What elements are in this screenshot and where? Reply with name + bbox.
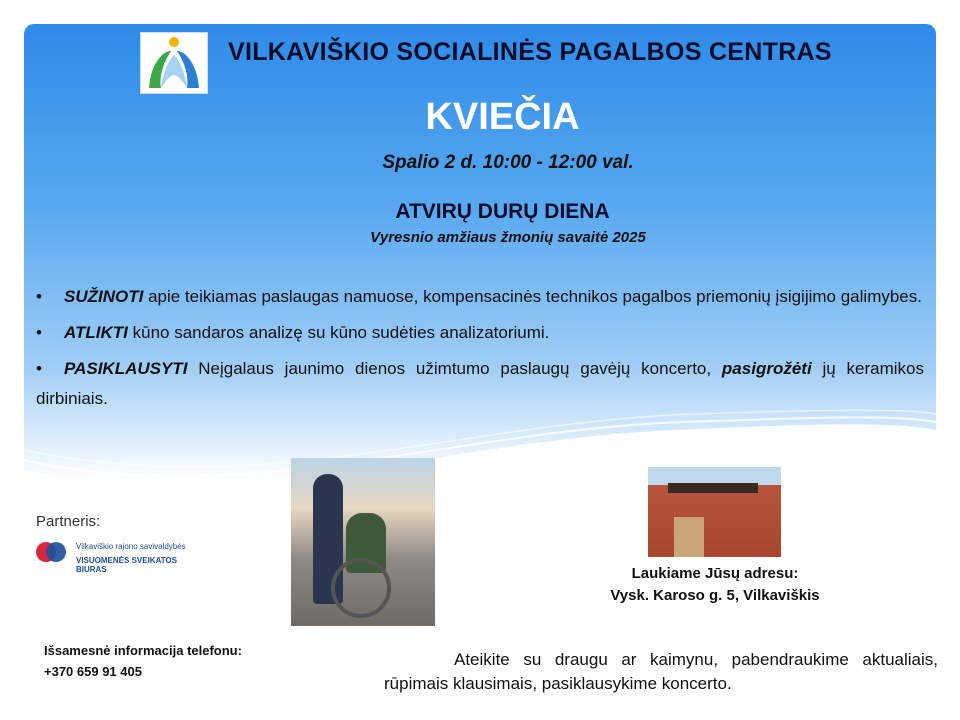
partner-logo-line1: Vilkaviškio rajono savivaldybės bbox=[76, 542, 186, 551]
contact-label: Išsamesnė informacija telefonu: bbox=[44, 643, 242, 658]
list-item bbox=[36, 354, 924, 414]
photo-wheelchair bbox=[331, 558, 391, 618]
address-label: Laukiame Jūsų adresu: bbox=[631, 565, 799, 582]
activity-keyword: PASIKLAUSYTI bbox=[64, 359, 188, 378]
list-item bbox=[36, 318, 924, 348]
event-week: Vyresnio amžiaus žmonių savaitė 2025 bbox=[370, 229, 646, 246]
partner-logo-line2: VISUOMENĖS SVEIKATOS BIURAS bbox=[76, 556, 178, 574]
partner-logo-icon bbox=[36, 540, 196, 574]
closing-message: Ateikite su draugu ar kaimynu, pabendraukime aktualiais, rūpimais klausimais, pasiklausykime koncerto. bbox=[384, 650, 938, 693]
contact-phone[interactable]: +370 659 91 405 bbox=[44, 664, 142, 679]
address-street: Vysk. Karoso g. 5, Vilkaviškis bbox=[610, 587, 820, 604]
contact-block bbox=[44, 640, 242, 682]
org-logo-icon bbox=[140, 32, 208, 94]
partners-label: Partneris: bbox=[36, 513, 101, 530]
page-title: KVIEČIA bbox=[425, 96, 580, 138]
org-name: VILKAVIŠKIO SOCIALINĖS PAGALBOS CENTRAS bbox=[228, 38, 832, 66]
activity-keyword: ATLIKTI bbox=[64, 323, 128, 342]
list-item bbox=[36, 282, 924, 312]
photo-building-sign bbox=[668, 483, 758, 493]
activity-text: Neįgalaus jaunimo dienos užimtumo paslaugų gavėjų koncerto, bbox=[187, 359, 722, 378]
partner-logo-mark bbox=[46, 542, 66, 562]
activity-text: kūno sandaros analizę su kūno sudėties analizatoriumi. bbox=[127, 323, 550, 342]
wheelchair-photo bbox=[291, 458, 435, 626]
activity-text: apie teikiamas paslaugas namuose, kompensacinės technikos pagalbos priemonių įsigijimo galimybes. bbox=[143, 287, 922, 306]
event-name: ATVIRŲ DURŲ DIENA bbox=[395, 200, 610, 223]
bullet-icon: • bbox=[36, 287, 42, 306]
activity-text-secondary: jų keramikos dirbiniais. bbox=[36, 359, 925, 408]
activity-list bbox=[36, 282, 924, 420]
activity-keyword: SUŽINOTI bbox=[64, 287, 144, 306]
activity-keyword-secondary: pasigrožėti bbox=[721, 359, 812, 378]
photo-building-door bbox=[674, 517, 704, 557]
event-date-time: Spalio 2 d. 10:00 - 12:00 val. bbox=[382, 152, 634, 173]
bullet-icon: • bbox=[36, 323, 42, 342]
address-block bbox=[590, 563, 840, 607]
bullet-icon: • bbox=[36, 359, 42, 378]
building-photo bbox=[648, 467, 781, 557]
